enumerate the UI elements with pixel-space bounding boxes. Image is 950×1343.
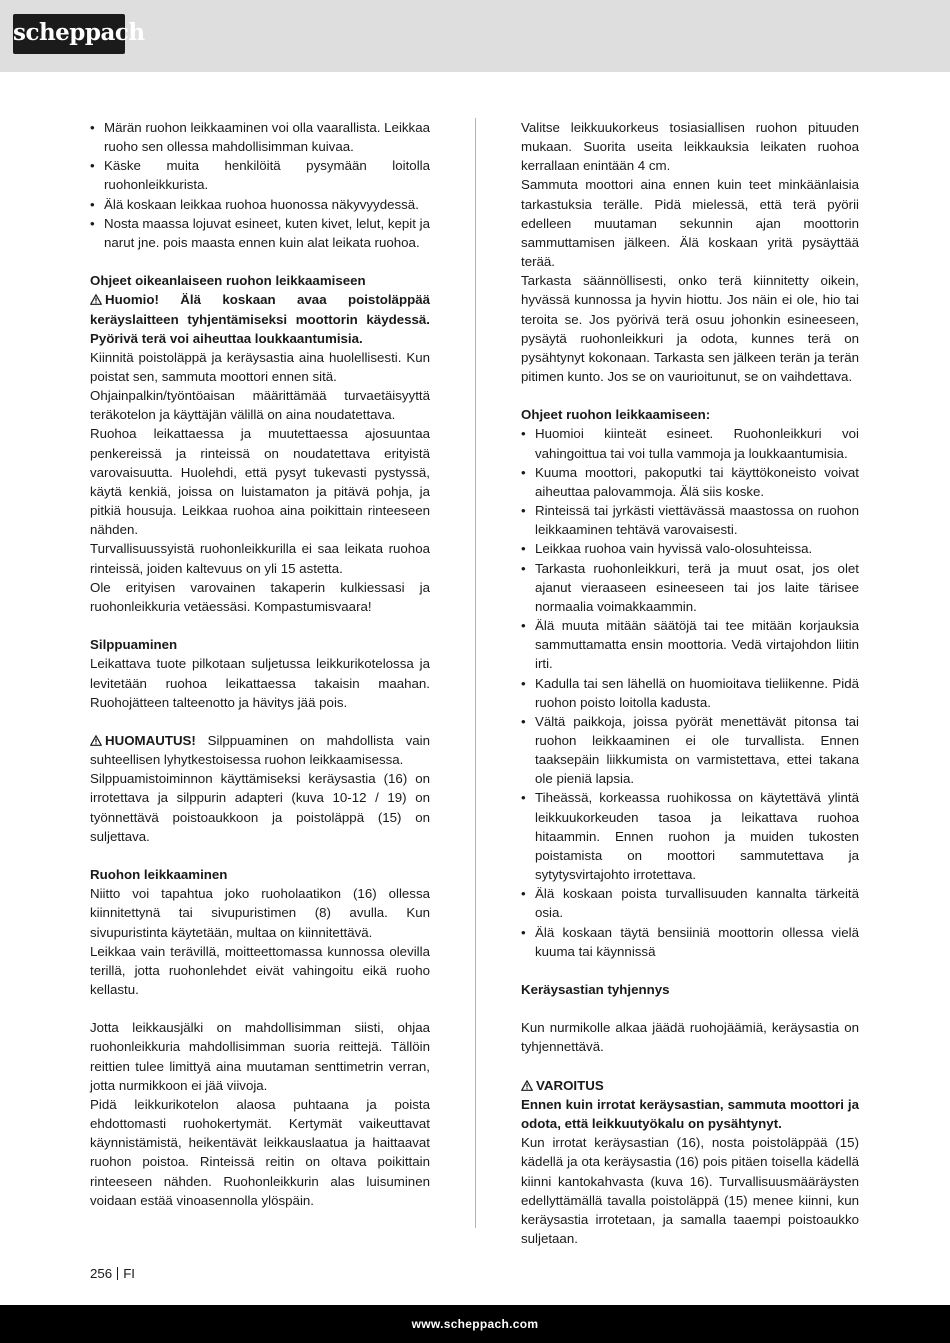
paragraph: Kun nurmikolle alkaa jäädä ruohojäämiä, keräysastia on tyhjennettävä. bbox=[521, 1020, 859, 1055]
list-item: • Tarkasta ruohonleikkuri, terä ja muut osat, jos olet ajanut vieraaseen esineeseen tai jos laite tärisee normaalia voimakkaammin. bbox=[521, 560, 859, 614]
list-item: • Tiheässä, korkeassa ruohikossa on käytettävä ylintä leikkuukorkeuden tasoa ja leikattava ruohoa hitaammin. Ennen ruohon ja muiden tukosten poistamista on moottori sammutettava ja sytytysvirtajohto irrotettava. bbox=[521, 790, 859, 883]
paragraph: Niitto voi tapahtua joko ruoholaatikon (16) ollessa kiinnitettynä tai sivupuristimen (8) avulla. Kun sivupuristinta käytetään, multaa on kiinnitettävä. bbox=[90, 886, 430, 940]
section-heading: Ohjeet oikeanlaiseen ruohon leikkaamiseen bbox=[90, 273, 366, 289]
list-item: • Märän ruohon leikkaaminen voi olla vaarallista. Leikkaa ruoho sen ollessa mahdollisimman kuivaa. bbox=[90, 120, 430, 155]
bullet-icon: • bbox=[521, 464, 526, 480]
paragraph: Kun irrotat keräysastian (16), nosta poistoläppää (15) kädellä ja ota keräysastia (16) pois pitäen toisella kädellä kiinni kantokahvasta (kuva 16). Turvallisuusmääräysten edellyttämällä tavalla poistoläppä (15) menee kiinni, kun keräysastia irrotetaan, ja samalla taaempi poistoaukko suljetaan. bbox=[521, 1135, 859, 1246]
page-footer bbox=[90, 1265, 135, 1283]
paragraph: Kiinnitä poistoläppä ja keräysastia aina huolellisesti. Kun poistat sen, sammuta moottori ennen sitä. bbox=[90, 349, 430, 385]
safety-bullet-list bbox=[90, 118, 430, 252]
warning-triangle-icon bbox=[90, 294, 102, 305]
bullet-icon: • bbox=[521, 618, 526, 634]
warning-heading: VAROITUS bbox=[521, 1076, 859, 1095]
list-item: • Kadulla tai sen lähellä on huomioitava tieliikenne. Pidä ruohon poisto loitolla kadusta. bbox=[521, 675, 859, 710]
list-item: • Kuuma moottori, pakoputki tai käyttökoneisto voivat aiheuttaa palovammoja. Älä siis koske. bbox=[521, 464, 859, 499]
bullet-icon: • bbox=[521, 675, 526, 691]
list-item: • Leikkaa ruohoa vain hyvissä valo-olosuhteissa. bbox=[521, 539, 859, 558]
instruction-bullet-list bbox=[521, 424, 859, 960]
right-column bbox=[521, 118, 859, 1248]
warning-paragraph: Huomio! Älä koskaan avaa poistoläppää keräyslaitteen tyhjentämiseksi moottorin käydessä. Pyörivä terä voi aiheuttaa loukkaantumisia. bbox=[90, 292, 430, 346]
list-item: • Älä koskaan poista turvallisuuden kannalta tärkeitä osia. bbox=[521, 886, 859, 921]
section-heading: Ruohon leikkaaminen bbox=[90, 867, 228, 883]
bullet-icon: • bbox=[521, 541, 526, 557]
bullet-icon: • bbox=[521, 886, 526, 902]
header-band bbox=[0, 0, 950, 72]
bullet-icon: • bbox=[90, 120, 95, 135]
paragraph: Jotta leikkausjälki on mahdollisimman siisti, ohjaa ruohonleikkuria mahdollisimman suoria reittejä. Tällöin reittien tulee limittyä aina muutaman senttimetrin verran, jotta nurmikkoon ei jää viivoja. bbox=[90, 1020, 430, 1093]
bullet-icon: • bbox=[521, 503, 526, 519]
list-item: • Vältä paikkoja, joissa pyörät menettävät pitonsa tai ruohon leikkaaminen ei ole turvallista. Ennen taaksepäin liikkumista on varmistettava, ettei takana ole pieniä lapsia. bbox=[521, 713, 859, 787]
paragraph: Valitse leikkuukorkeus tosiasiallisen ruohon pituuden mukaan. Suorita useita leikkauksia leikaten ruohoa kerrallaan enintään 4 cm. bbox=[521, 120, 859, 174]
paragraph: Ohjainpalkin/työntöaisan määrittämää turvaetäisyyttä teräkotelon ja käyttäjän välillä on aina noudatettava. bbox=[90, 388, 430, 423]
bullet-icon: • bbox=[521, 924, 526, 940]
language-code: FI bbox=[123, 1266, 136, 1281]
paragraph: Pidä leikkurikotelon alaosa puhtaana ja poista ehdottomasti ruohokertymät. Kertymät vaikeuttavat käynnistämistä, heikentävät leikkauslaatua ja haittaavat ruohon poistoa. Rinteissä reitin on oltava poikittain rinteeseen nähden. Ruohonleikkurin alas luisuminen voidaan estää vinoasennolla ylöspäin. bbox=[90, 1096, 430, 1208]
paragraph: Turvallisuussyistä ruohonleikkurilla ei saa leikata ruohoa rinteissä, joiden kaltevuus on yli 15 astetta. bbox=[90, 541, 430, 576]
bullet-icon: • bbox=[521, 790, 526, 806]
bullet-icon: • bbox=[521, 426, 526, 442]
list-item: • Nosta maassa lojuvat esineet, kuten kivet, lelut, kepit ja narut jne. pois maasta ennen kuin alat leikata ruohoa. bbox=[90, 215, 430, 250]
list-item: • Älä muuta mitään säätöjä tai tee mitään korjauksia sammuttamatta ensin moottoria. Vedä virtajohdon liitin irti. bbox=[521, 618, 859, 672]
website-link[interactable]: www.scheppach.com bbox=[411, 1317, 539, 1331]
notice-paragraph: HUOMAUTUS! Silppuaminen on mahdollista vain suhteellisen lyhytkestoisessa ruohon leikkaamisessa. bbox=[90, 732, 430, 768]
website-bar bbox=[0, 1305, 950, 1343]
paragraph: Tarkasta säännöllisesti, onko terä kiinnitetty oikein, hyvässä kunnossa ja hyvin hiottu. Jos näin ei ole, hio tai teroita se. Jos pyörivä terä osuu johonkin esineeseen, pysäytä ruohonleikkuri ja odota, kunnes terä on pysähtynyt kokonaan. Tarkasta sen jälkeen terän ja terän pitimen kunto. Jos se on vaurioitunut, se on vaihdettava. bbox=[521, 273, 859, 385]
bullet-icon: • bbox=[90, 196, 95, 212]
bullet-icon: • bbox=[90, 215, 95, 231]
left-column bbox=[90, 118, 430, 1210]
paragraph: Leikattava tuote pilkotaan suljetussa leikkurikotelossa ja levitetään ruohoa leikattaessa takaisin maahan. Ruohojätteen talteenotto ja hävitys jää pois. bbox=[90, 656, 430, 710]
paragraph: Ole erityisen varovainen takaperin kulkiessasi ja ruohonleikkuria vetäessäsi. Kompastumisvaara! bbox=[90, 579, 430, 614]
bullet-icon: • bbox=[521, 713, 526, 729]
warning-triangle-icon bbox=[521, 1080, 533, 1091]
scheppach-logo: scheppach bbox=[13, 14, 125, 54]
notice-label: HUOMAUTUS! bbox=[105, 732, 196, 748]
paragraph: Ruohoa leikattaessa ja muutettaessa ajosuuntaa penkereissä ja rinteissä on noudatettava erityistä varovaisuutta. Huolehdi, että pysyt tukevasti pystyssä, käytä kenkiä, joissa on luistamaton ja pitävä pohja, ja pitkiä housuja. Leikkaa ruohoa aina poikittain rinteeseen nähden. bbox=[90, 426, 430, 538]
list-item: • Käske muita henkilöitä pysymään loitolla ruohonleikkurista. bbox=[90, 158, 430, 193]
bullet-icon: • bbox=[521, 560, 526, 576]
footer-separator bbox=[117, 1267, 118, 1280]
list-item: • Älä koskaan täytä bensiiniä moottorin ollessa vielä kuuma tai käynnissä bbox=[521, 924, 859, 959]
page-number: 256 bbox=[90, 1266, 113, 1281]
bullet-icon: • bbox=[90, 158, 95, 174]
section-heading: Silppuaminen bbox=[90, 637, 178, 653]
column-divider bbox=[475, 118, 476, 1228]
paragraph: Sammuta moottori aina ennen kuin teet minkäänlaisia tarkastuksia terälle. Pidä mielessä, että terä pyörii edelleen muutaman sekunnin ajan moottorin sammuttamisen jälkeen. Älä koskaan yritä pysäyttää terää. bbox=[521, 177, 859, 270]
section-heading: Keräysastian tyhjennys bbox=[521, 982, 670, 997]
section-heading: Ohjeet ruohon leikkaamiseen: bbox=[521, 407, 711, 423]
warning-paragraph: Ennen kuin irrotat keräysastian, sammuta moottori ja odota, että leikkuutyökalu on pysähtynyt. bbox=[521, 1096, 859, 1132]
list-item: • Rinteissä tai jyrkästi viettävässä maastossa on ruohon leikkaaminen tehtävä varovaisesti. bbox=[521, 503, 859, 538]
paragraph: Silppuamistoiminnon käyttämiseksi keräysastia (16) on irrotettava ja silppurin adapteri (kuva 10-12 / 19) on työnnettävä poistoaukkoon ja poistoläppä (15) on suljettava. bbox=[90, 771, 430, 844]
warning-triangle-icon bbox=[90, 735, 102, 746]
paragraph: Leikkaa vain terävillä, moitteettomassa kunnossa olevilla terillä, jotta ruohonlehdet eivät vahingoitu eikä ruoho kellastu. bbox=[90, 943, 430, 997]
list-item: • Älä koskaan leikkaa ruohoa huonossa näkyvyydessä. bbox=[90, 195, 430, 214]
list-item: • Huomioi kiinteät esineet. Ruohonleikkuri voi vahingoittua tai voi tulla vammoja ja loukkaantumisia. bbox=[521, 426, 859, 461]
